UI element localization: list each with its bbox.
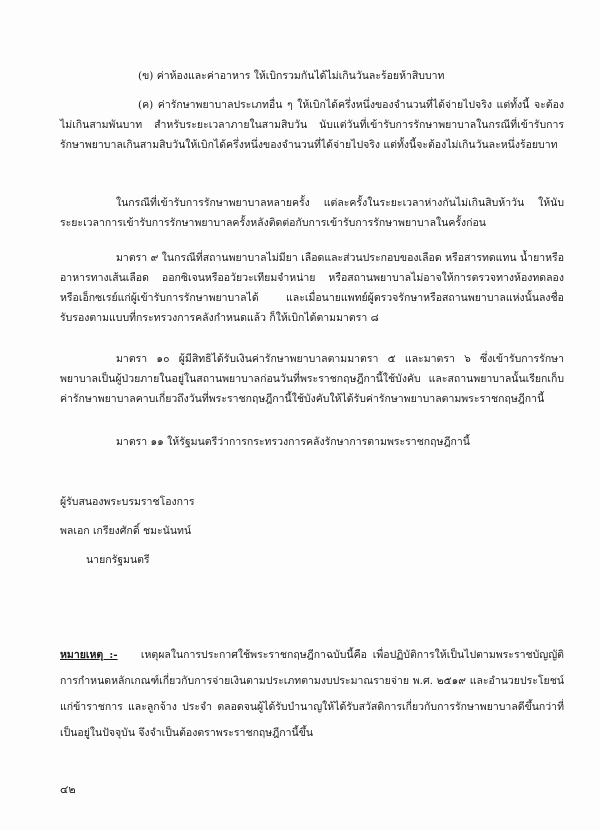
signatory-title: นายกรัฐมนตรี [86,554,150,566]
clause-c: (ค) ค่ารักษาพยาบาลประเภทอื่น ๆ ให้เบิกได้ครึ่งหนึ่งของจำนวนที่ได้จ่ายไปจริง แต่ทั้งนี้ จะต้องไม่เกินสามพันบาท สำหรับระยะเวลาภายในสามสิบวัน นับแต่วันที่เข้ารับการรักษาพยาบาลในกรณีที่เข้ารับการรักษาพยาบาลเกินสามสิบวันให้เบิกได้ครึ่งหนึ่งของจำนวนที่ได้จ่ายไปจริง แต่ทั้งนี้จะต้องไม่เกินวันละหนึ่งร้อยบาท [60,99,564,151]
clause-b: (ข) ค่าห้องและค่าอาหาร ให้เบิกรวมกันได้ไม่เกินวันละร้อยห้าสิบบาท [138,70,445,82]
paragraph-multiple-visits: ในกรณีที่เข้ารับการรักษาพยาบาลหลายครั้ง แต่ละครั้งในระยะเวลาห่างกันไม่เกินสิบห้าวัน ให้นับระยะเวลาการเข้ารับการรักษาพยาบาลครั้งหลังติดต่อกับการเข้ารับการรักษาพยาบาลในครั้งก่อน [60,197,564,229]
signatory-name: พลเอก เกรียงศักดิ์ ชมะนันทน์ [60,525,192,537]
section-9: มาตรา ๙ ในกรณีที่สถานพยาบาลไม่มียา เลือดและส่วนประกอบของเลือด หรือสารทดแทน น้ำยาหรืออาหารทางเส้นเลือด ออกซิเจนหรืออวัยวะเทียมจำหน่าย หรือสถานพยาบาลไม่อาจให้การตรวจทางห้องทดลอง หรือเอ็กซเรย์แก่ผู้เข้ารับการรักษาพยาบาลได้ และเมื่อนายแพทย์ผู้ตรวจรักษาหรือสถานพยาบาลแห่งนั้นลงชื่อรับรองตามแบบที่กระทรวงการคลังกำหนดแล้ว ก็ให้เบิกได้ตามมาตรา ๘ [60,252,564,324]
section-10: มาตรา ๑๐ ผู้มีสิทธิได้รับเงินค่ารักษาพยาบาลตามมาตรา ๕ และมาตรา ๖ ซึ่งเข้ารับการรักษาพยาบาลเป็นผู้ป่วยภายในอยู่ในสถานพยาบาลก่อนวันที่พระราชกฤษฎีกานี้ใช้บังคับ และสถานพยาบาลนั้นเรียกเก็บค่ารักษาพยาบาลคาบเกี่ยวถึงวันที่พระราชกฤษฎีกานี้ใช้บังคับให้ได้รับค่ารักษาพยาบาลตามพระราชกฤษฎีกานี้ [60,353,564,405]
countersign-line: ผู้รับสนองพระบรมราชโองการ [60,496,195,508]
page-number: ๔๒ [60,783,76,796]
remark-label: หมายเหตุ :- [60,649,118,661]
remark-text: เหตุผลในการประกาศใช้พระราชกฤษฎีกาฉบับนี้คือ เพื่อปฏิบัติการให้เป็นไปตามพระราชบัญญัติการกำหนดหลักเกณฑ์เกี่ยวกับการจ่ายเงินตามประเภทตามงบประมาณรายจ่าย พ.ศ. ๒๕๑๙ และอำนวยประโยชน์แก่ข้าราชการ และลูกจ้าง ประจำ ตลอดจนผู้ได้รับบำนาญให้ได้รับสวัสดิการเกี่ยวกับการรักษาพยาบาลดีขึ้นกว่าที่เป็นอยู่ในปัจจุบัน จึงจำเป็นต้องตราพระราชกฤษฎีกานี้ขึ้น [60,649,564,739]
remark [60,642,564,746]
section-11: มาตรา ๑๑ ให้รัฐมนตรีว่าการกระทรวงการคลังรักษาการตามพระราชกฤษฎีกานี้ [116,436,470,448]
